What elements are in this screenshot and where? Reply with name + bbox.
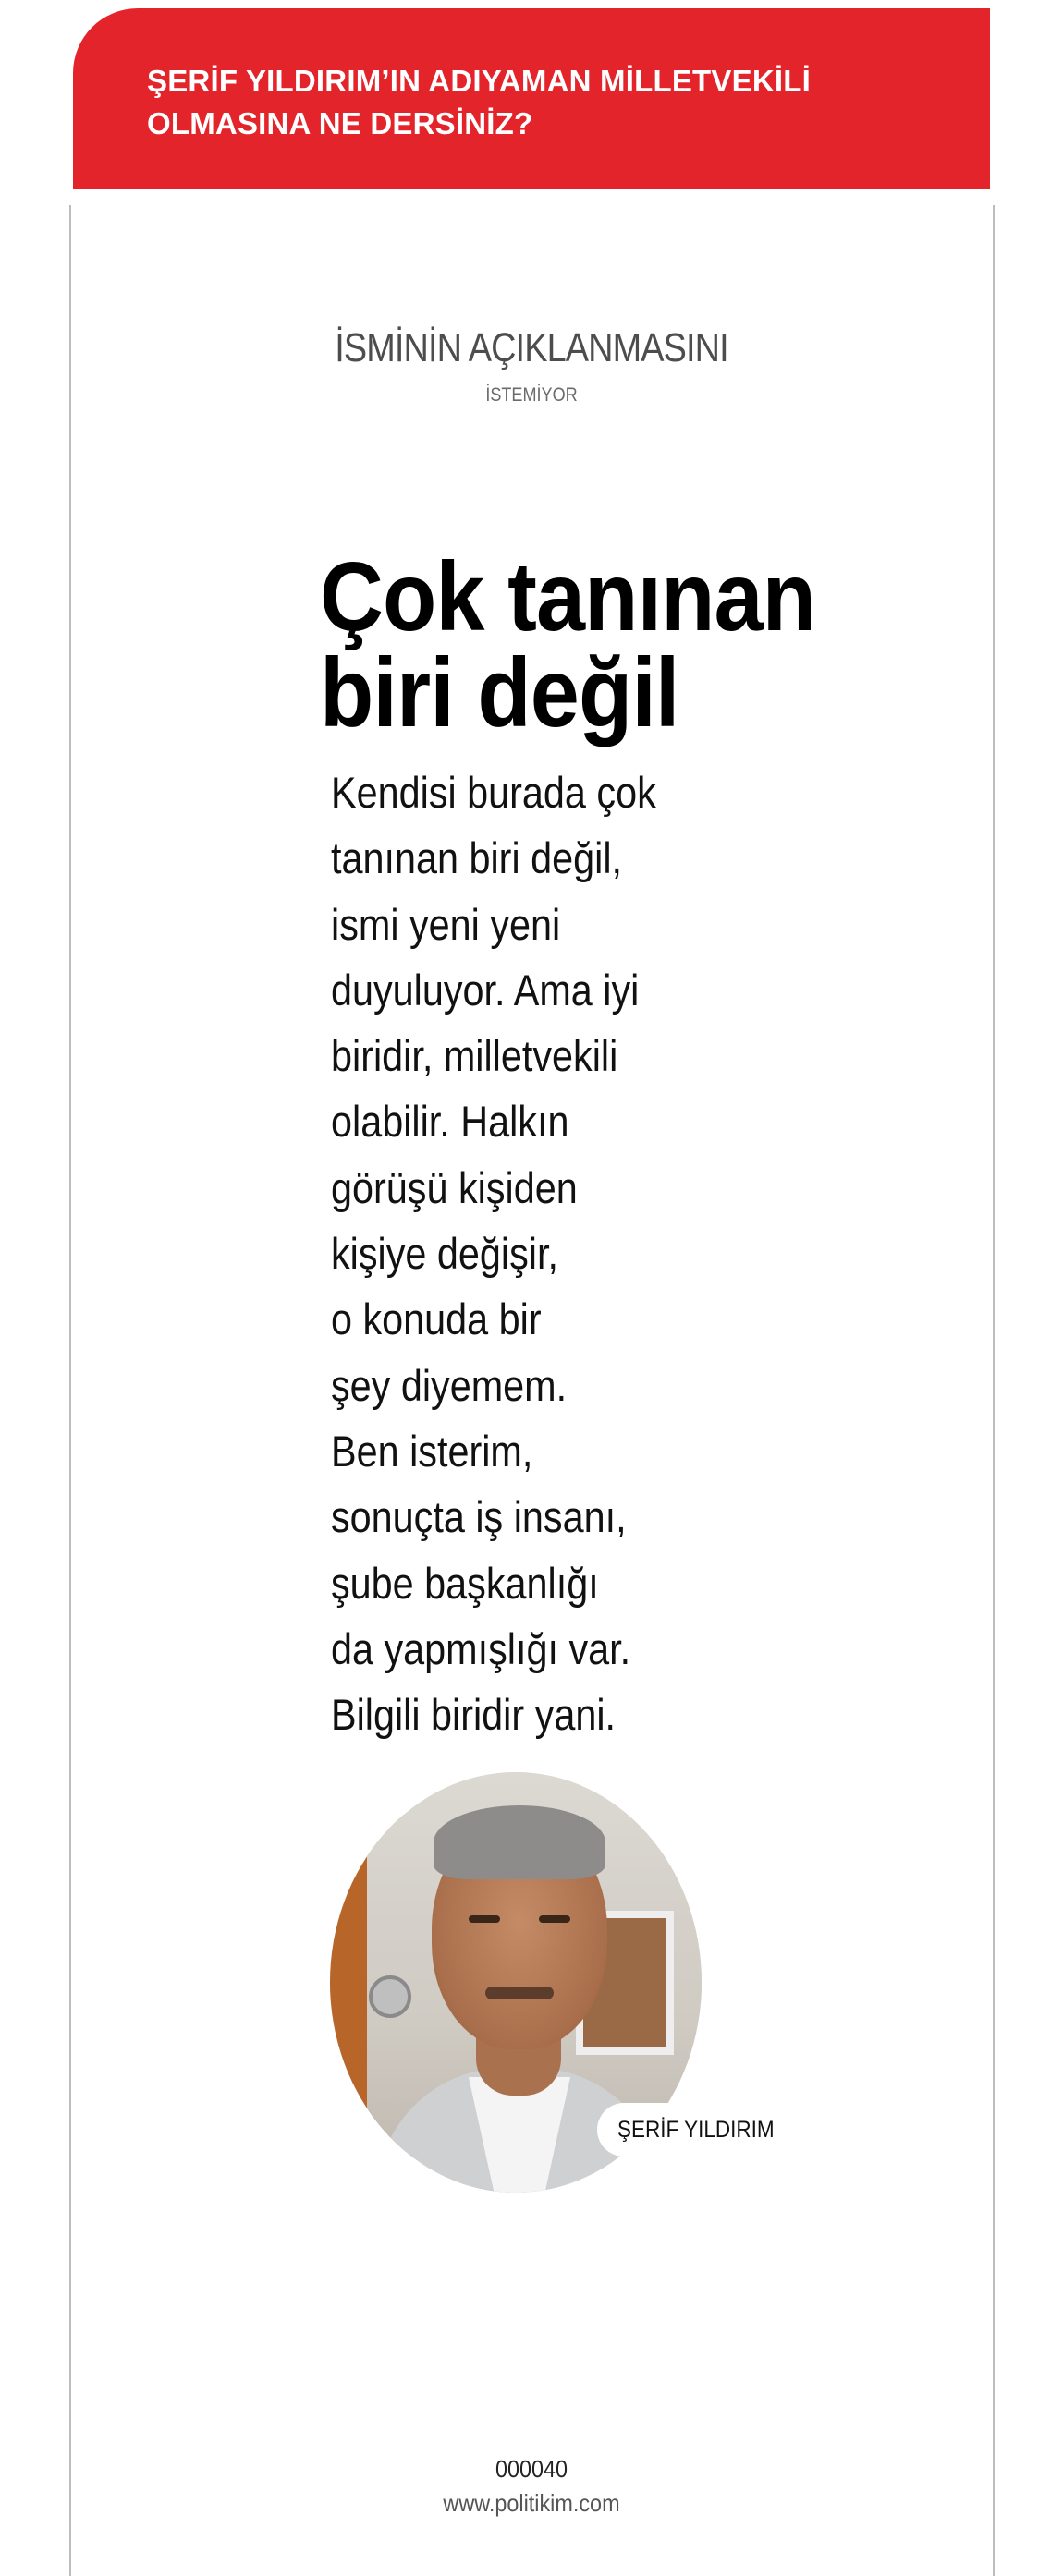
photo-door-knob — [369, 1975, 411, 2018]
quote-line-3: ismi yeni yeni — [331, 899, 561, 949]
photo-mustache — [485, 1987, 554, 1999]
frame-left-border — [69, 205, 71, 2576]
headline — [320, 542, 836, 747]
quote-line-1: Kendisi burada çok — [331, 768, 656, 817]
quote-line-8: kişiye değişir, — [331, 1229, 558, 1279]
photo-eye-left — [469, 1915, 500, 1923]
headline-line-2: biri değil — [320, 638, 679, 747]
quote-line-15: Bilgili biridir yani. — [331, 1690, 616, 1740]
header-title — [147, 60, 942, 145]
photo-eye-right — [539, 1915, 570, 1923]
quote-line-11: Ben isterim, — [331, 1426, 533, 1476]
quote-line-12: sonuçta iş insanı, — [331, 1492, 627, 1542]
footer-code: 000040 — [495, 2455, 568, 2483]
portrait-caption: ŞERİF YILDIRIM — [617, 2116, 775, 2143]
quote-line-10: şey diyemem. — [331, 1360, 568, 1410]
quote-line-4: duyuluyor. Ama iyi — [331, 965, 640, 1015]
frame-right-border — [993, 205, 995, 2576]
kicker-sub: İSTEMİYOR — [485, 384, 578, 406]
header-title-line-2: OLMASINA NE DERSİNİZ? — [147, 106, 533, 140]
header-title-line-1: ŞERİF YILDIRIM’IN ADIYAMAN MİLLETVEKİLİ — [147, 64, 811, 98]
kicker-main: İSMİNİN AÇIKLANMASINI — [335, 325, 728, 371]
quote-line-14: da yapmışlığı var. — [331, 1623, 631, 1673]
quote-line-6: olabilir. Halkın — [331, 1097, 569, 1147]
quote-body — [331, 759, 738, 1747]
headline-line-1: Çok tanınan — [320, 542, 816, 651]
header-banner — [73, 8, 990, 189]
quote-line-13: şube başkanlığı — [331, 1558, 599, 1608]
quote-line-9: o konuda bir — [331, 1294, 542, 1344]
quote-line-2: tanınan biri değil, — [331, 833, 623, 883]
quote-line-5: biridir, milletvekili — [331, 1031, 618, 1081]
portrait-caption-pill — [597, 2103, 812, 2157]
footer-url: www.politikim.com — [443, 2489, 620, 2517]
quote-line-7: görüşü kişiden — [331, 1162, 578, 1212]
photo-hair — [434, 1805, 605, 1879]
